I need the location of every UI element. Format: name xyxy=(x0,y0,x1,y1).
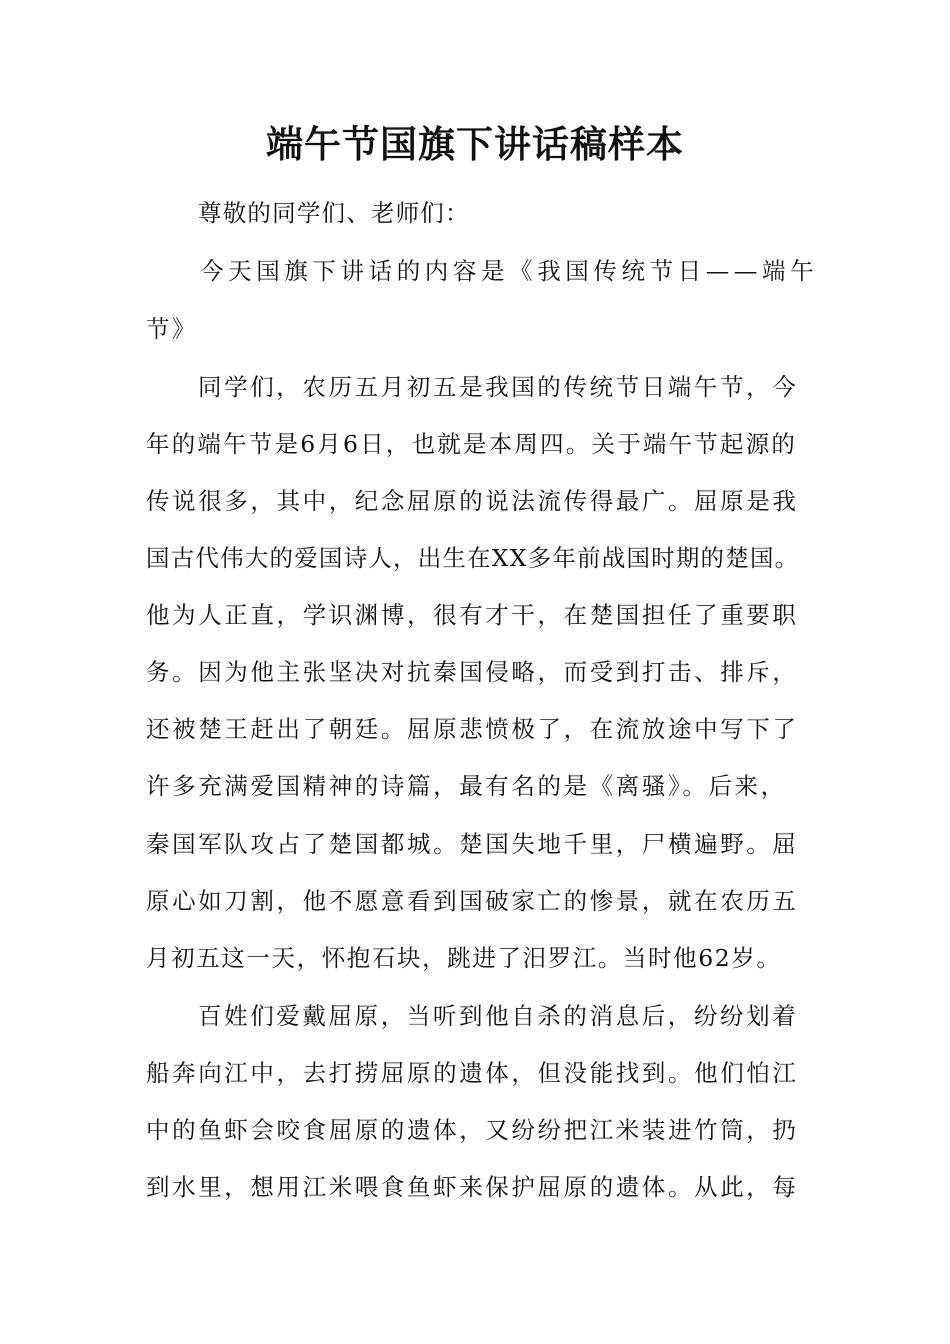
text-line: 原心如刀割，他不愿意看到国破家亡的惨景，就在农历五 xyxy=(146,887,799,915)
text-line: 国古代伟大的爱国诗人，出生在XX多年前战国时期的楚国。 xyxy=(146,544,800,572)
greeting-line: 尊敬的同学们、老师们： xyxy=(198,199,470,227)
text-line: 节》 xyxy=(146,315,198,343)
text-line: 秦国军队攻占了楚国都城。楚国失地千里，尸横遍野。屈 xyxy=(146,830,799,858)
text-line: 传说很多，其中，纪念屈原的说法流传得最广。屈原是我 xyxy=(146,487,799,515)
text-line: 务。因为他主张坚决对抗秦国侵略，而受到打击、排斥， xyxy=(146,658,799,686)
text-line: 中的鱼虾会咬食屈原的遗体，又纷纷把江米装进竹筒，扔 xyxy=(146,1116,799,1144)
text-line: 月初五这一天，怀抱石块，跳进了汨罗江。当时他62岁。 xyxy=(146,944,782,972)
text-line: 同学们，农历五月初五是我国的传统节日端午节，今 xyxy=(198,373,799,401)
text-line: 许多充满爱国精神的诗篇，最有名的是《离骚》。后来， xyxy=(146,772,787,800)
document-title: 端午节国旗下讲话稿样本 xyxy=(266,122,684,166)
text-line: 今天国旗下讲话的内容是《我国传统节日——端午 xyxy=(200,257,819,285)
text-line: 船奔向江中，去打捞屈原的遗体，但没能找到。他们怕江 xyxy=(146,1059,799,1087)
text-line: 他为人正直，学识渊博，很有才干，在楚国担任了重要职 xyxy=(146,601,799,629)
text-line: 百姓们爱戴屈原，当听到他自杀的消息后，纷纷划着 xyxy=(198,1002,799,1030)
text-line: 年的端午节是6月6日，也就是本周四。关于端午节起源的 xyxy=(146,430,798,458)
text-line: 到水里，想用江米喂食鱼虾来保护屈原的遗体。从此，每 xyxy=(146,1173,799,1201)
text-line: 还被楚王赶出了朝廷。屈原悲愤极了，在流放途中写下了 xyxy=(146,715,799,743)
